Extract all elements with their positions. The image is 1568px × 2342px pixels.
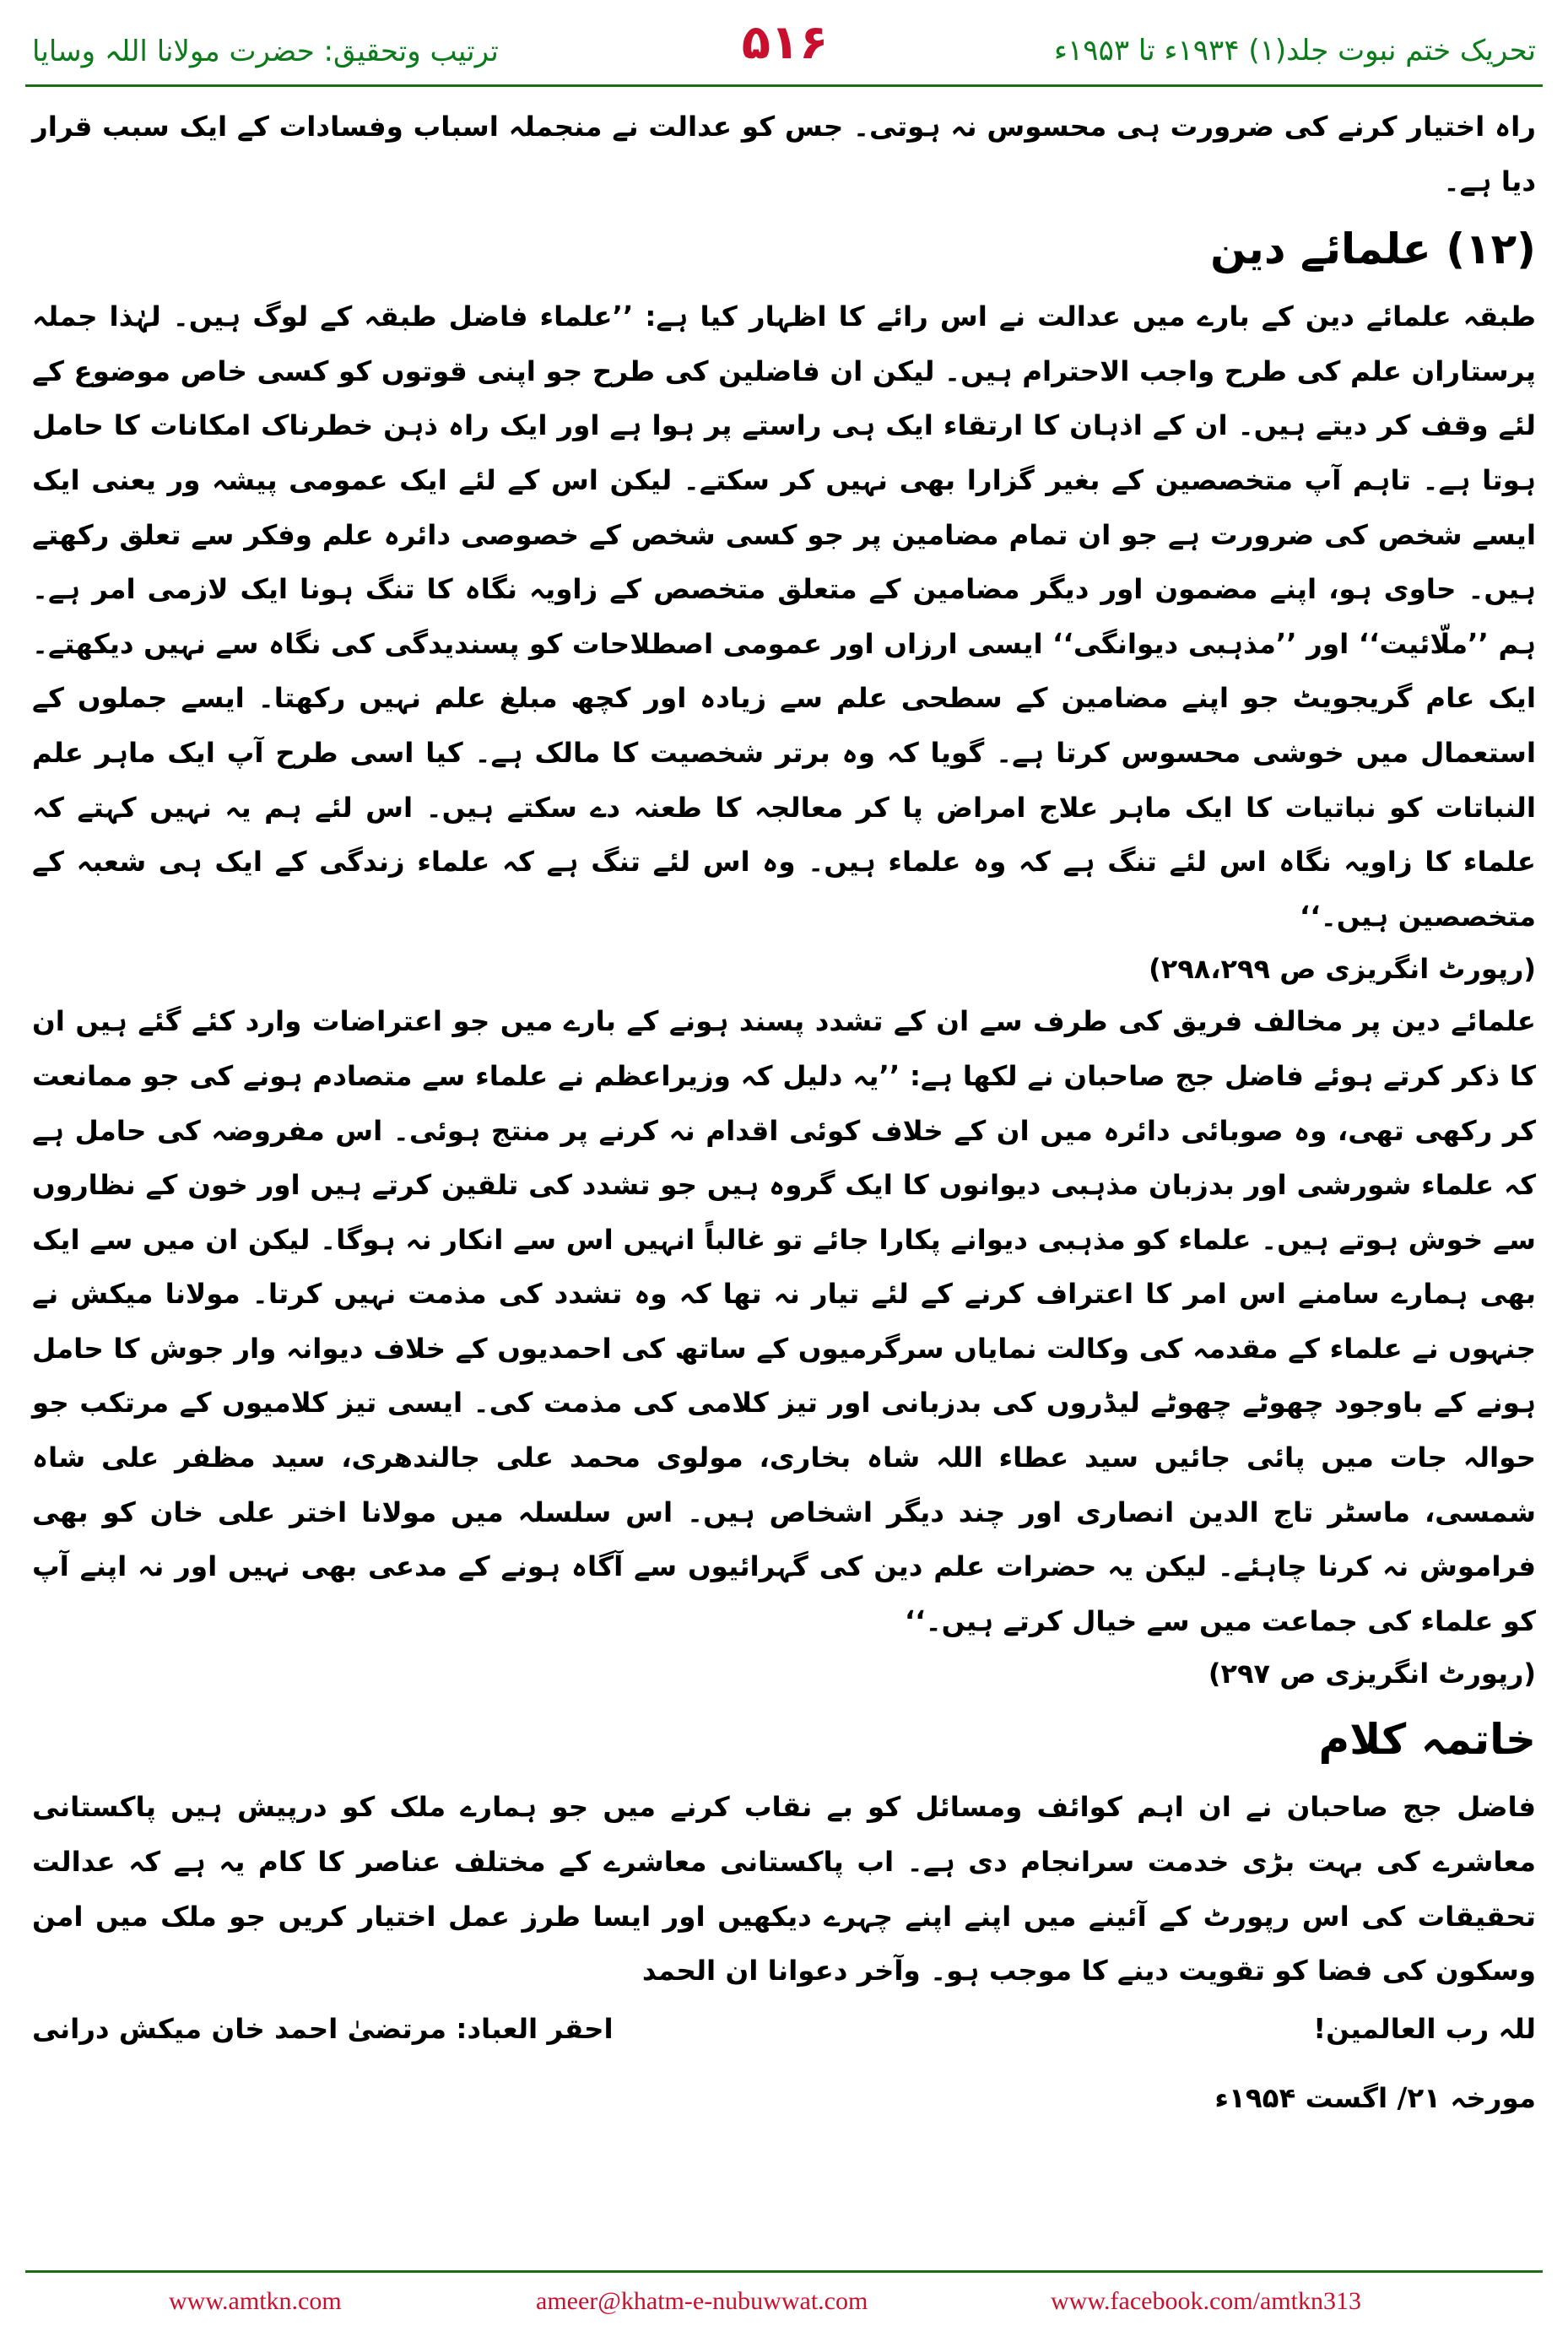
- footer-website-link[interactable]: www.amtkn.com: [169, 2287, 342, 2315]
- page-number: ۵۱۶: [741, 15, 829, 70]
- reference-1-row: [32, 944, 1536, 994]
- section-heading: (۱۲) علمائے دین: [1210, 224, 1536, 274]
- reference-2-row: [32, 1648, 1536, 1699]
- signature: احقر العباد: مرتضیٰ احمد خان میکش درانی: [32, 2012, 614, 2045]
- paragraph-1: طبقہ علمائے دین کے بارے میں عدالت نے اس رائے کا اظہار کیا ہے: ’’علماء فاضل طبقہ کے لوگ ہیں۔ لہٰذا جملہ پرستاران علم کی طرح واجب الاحترام ہیں۔ لیکن ان فاضلین کی طرح جو اپنی قوتوں کو کسی خاص موضوع کے لئے وقف کر دیتے ہیں۔ ان کے اذہان کا ارتقاء ایک ہی راستے پر ہوا ہے اور ایک راہ ذہن خطرناک امکانات کا حامل ہوتا ہے۔ تاہم آپ متخصصین کے بغیر گزارا بھی نہیں کر سکتے۔ لیکن اس کے لئے ایک عمومی پیشہ ور یعنی ایک ایسے شخص کی ضرورت ہے جو ان تمام مضامین پر جو کسی شخص کے خصوصی دائرہ علم وفکر سے تعلق رکھتے ہیں۔ حاوی ہو، اپنے مضمون اور دیگر مضامین کے متعلق متخصص کے زاویہ نگاہ کا تنگ ہونا ایک لازمی امر ہے۔ ہم ’’ملّائیت‘‘ اور ’’مذہبی دیوانگی‘‘ ایسی ارزاں اور عمومی اصطلاحات کو پسندیدگی کی نگاہ سے نہیں دیکھتے۔ ایک عام گریجویٹ جو اپنے مضامین کے سطحی علم سے زیادہ اور کچھ مبلغ علم نہیں رکھتا۔ ایسے جملوں کے استعمال میں خوشی محسوس کرتا ہے۔ گویا کہ وہ برتر شخصیت کا مالک ہے۔ کیا اسی طرح آپ ایک ماہر علم النباتات کو نباتیات کا ایک ماہر علاج امراض پا کر معالجہ کا طعنہ دے سکتے ہیں۔ اس لئے ہم یہ نہیں کہتے کہ علماء کا زاویہ نگاہ اس لئے تنگ ہے کہ وہ علماء ہیں۔ وہ اس لئے تنگ ہے کہ علماء زندگی کے ایک ہی شعبہ کے متخصصین ہیں۔‘‘: [32, 300, 1536, 933]
- date-line: مورخہ ۲۱/ اگست ۱۹۵۴ء: [1214, 2081, 1536, 2114]
- header-book-title: تحریک ختم نبوت جلد(۱) ۱۹۳۴ء تا ۱۹۵۳ء: [1054, 34, 1536, 68]
- header-compiler: ترتیب وتحقیق: حضرت مولانا اللہ وسایا: [32, 35, 499, 68]
- paragraph-2: علمائے دین پر مخالف فریق کی طرف سے ان کے تشدد پسند ہونے کے بارے میں جو اعتراضات وارد کئے گئے ہیں ان کا ذکر کرتے ہوئے فاضل جج صاحبان نے لکھا ہے: ’’یہ دلیل کہ وزیراعظم نے علماء سے متصادم ہونے کی جو ممانعت کر رکھی تھی، وہ صوبائی دائرہ میں ان کے خلاف کوئی اقدام نہ کرنے پر منتج ہوئی۔ اس مفروضہ کی حامل ہے کہ علماء شورشی اور بدزبان مذہبی دیوانوں کا ایک گروہ ہیں جو تشدد کی تلقین کرتے ہیں اور خون کے نظاروں سے خوش ہوتے ہیں۔ علماء کو مذہبی دیوانے پکارا جائے تو غالباً انہیں اس سے انکار نہ ہوگا۔ لیکن ان میں سے ایک بھی ہمارے سامنے اس امر کا اعتراف کرنے کے لئے تیار نہ تھا کہ وہ تشدد کی مذمت نہیں کرتا۔ مولانا میکش نے جنہوں نے علماء کے مقدمہ کی وکالت نمایاں سرگرمیوں کے ساتھ کی احمدیوں کے خلاف دیوانہ وار جوش کا حامل ہونے کے باوجود چھوٹے چھوٹے لیڈروں کی بدزبانی اور تیز کلامی کی مذمت کی۔ ایسی تیز کلامیوں کے مرتکب جو حوالہ جات میں پائی جائیں سید عطاء اللہ شاہ بخاری، مولوی محمد علی جالندھری، سید مظفر علی شاہ شمسی، ماسٹر تاج الدین انصاری اور چند دیگر اشخاص ہیں۔ اس سلسلہ میں مولانا اختر علی خان کو بھی فراموش نہ کرنا چاہئے۔ لیکن یہ حضرات علم دین کی گہرائیوں سے آگاہ ہونے کے مدعی بھی نہیں اور نہ اپنے آپ کو علماء کی جماعت میں سے خیال کرتے ہیں۔‘‘: [32, 1005, 1536, 1637]
- page-footer: [0, 2279, 1568, 2329]
- footer-email-link[interactable]: ameer@khatm-e-nubuwwat.com: [536, 2287, 868, 2315]
- page-header: [0, 0, 1568, 93]
- reference-2: (رپورٹ انگریزی ص ۲۹۷): [1208, 1658, 1536, 1690]
- closing-final: للہ رب العالمین!: [1313, 2012, 1536, 2045]
- footer-divider: [25, 2270, 1543, 2273]
- reference-1: (رپورٹ انگریزی ص ۲۹۸،۲۹۹): [1149, 953, 1536, 986]
- closing-heading: خاتمہ کلام: [1318, 1715, 1536, 1765]
- intro-line: راہ اختیار کرنے کی ضرورت ہی محسوس نہ ہوتی۔ جس کو عدالت نے منجملہ اسباب وفسادات کے ایک سبب قرار دیا ہے۔: [32, 111, 1536, 197]
- closing-row: [32, 1999, 1536, 2059]
- header-divider: [25, 84, 1543, 87]
- footer-facebook-link[interactable]: www.facebook.com/amtkn313: [1051, 2287, 1361, 2315]
- page-body: [32, 100, 1536, 2256]
- paragraph-3: فاضل جج صاحبان نے ان اہم کوائف ومسائل کو بے نقاب کرنے میں جو ہمارے ملک کو درپیش ہیں پاکستانی معاشرے کی بہت بڑی خدمت سرانجام دی ہے۔ اب پاکستانی معاشرے کے مختلف عناصر کا کام یہ ہے کہ عدالت تحقیقات کی اس رپورٹ کے آئینے میں اپنے اپنے چہرے دیکھیں اور ایسا طرز عمل اختیار کریں جو ملک میں امن وسکون کی فضا کو تقویت دینے کا موجب ہو۔ وآخر دعوانا ان الحمد: [32, 1791, 1537, 1988]
